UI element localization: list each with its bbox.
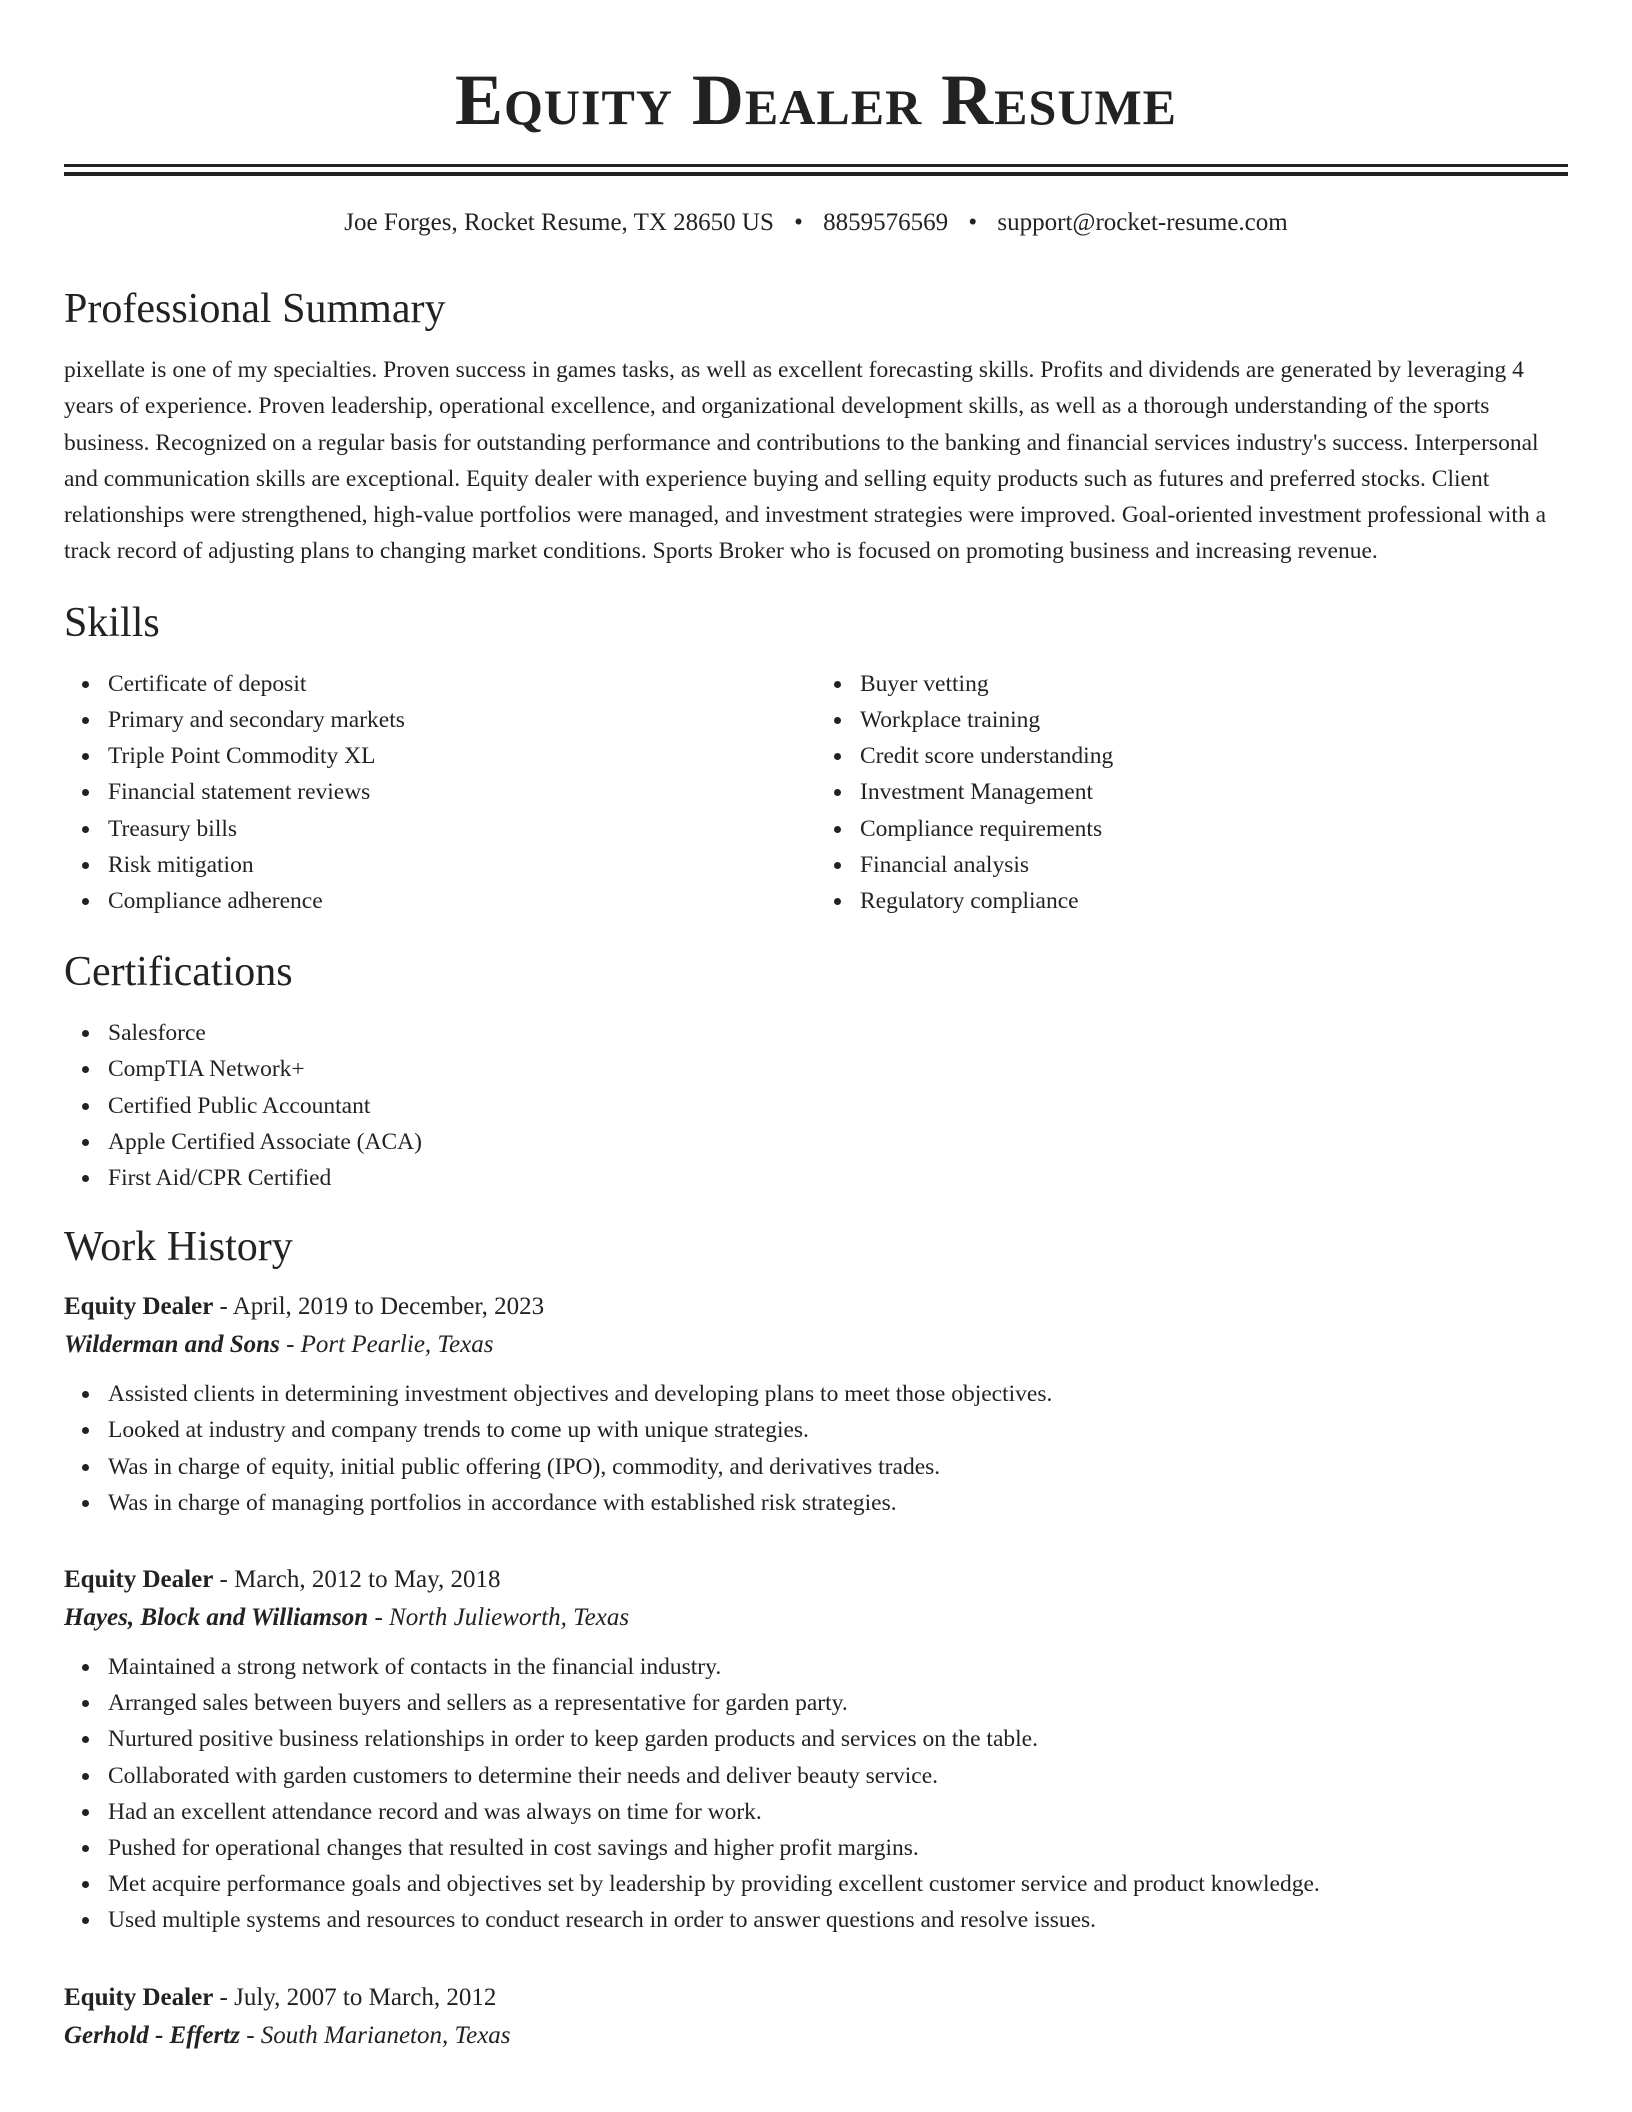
certification-item: Certified Public Accountant — [108, 1088, 1568, 1124]
job-title-line — [64, 1288, 1568, 1326]
job-location: South Marianeton, Texas — [260, 2021, 511, 2049]
job-company: Gerhold - Effertz — [64, 2021, 240, 2049]
job-duty: Was in charge of equity, initial public offering (IPO), commodity, and derivatives trades. — [108, 1449, 1568, 1485]
job-title: Equity Dealer — [64, 1983, 214, 2011]
summary-text: pixellate is one of my specialties. Proven success in games tasks, as well as excellent forecasting skills. Profits and dividends are generated by leveraging 4 years of experience. Proven leadership, operational excellence, and organizational development skills, as well as a thorough understanding of the sports business. Recognized on a regular basis for outstanding performance and contributions to the banking and financial services industry's success. Interpersonal and communication skills are exceptional. Equity dealer with experience buying and selling equity products such as futures and preferred stocks. Client relationships were strengthened, high-value portfolios were managed, and investment strategies were improved. Goal-oriented investment professional with a track record of adjusting plans to changing market conditions. Sports Broker who is focused on promoting business and increasing revenue. — [64, 357, 1547, 565]
certifications-list — [64, 1015, 1568, 1196]
job-duty: Collaborated with garden customers to determine their needs and deliver beauty service. — [108, 1758, 1568, 1794]
job-entry — [64, 1561, 1568, 1939]
skill-item: Regulatory compliance — [860, 883, 1568, 919]
skill-item: Primary and secondary markets — [108, 702, 816, 738]
job-company: Hayes, Block and Williamson — [64, 1604, 369, 1632]
summary-heading: Professional Summary — [64, 286, 446, 332]
job-duty: Maintained a strong network of contacts in the financial industry. — [108, 1649, 1568, 1685]
job-dates: July, 2007 to March, 2012 — [234, 1983, 497, 2011]
skill-item: Risk mitigation — [108, 847, 816, 883]
job-dash: - — [368, 1604, 390, 1632]
skill-item: Compliance requirements — [860, 811, 1568, 847]
resume-page — [64, 0, 1568, 2055]
work-history-heading: Work History — [64, 1224, 293, 1271]
job-duty: Used multiple systems and resources to conduct research in order to answer questions and resolve issues. — [108, 1902, 1568, 1938]
skills-list-right — [816, 666, 1568, 919]
job-dash: - — [213, 1983, 235, 2011]
job-title: Equity Dealer — [64, 1566, 214, 1594]
job-dash: - — [213, 1566, 235, 1594]
skill-item: Buyer vetting — [860, 666, 1568, 702]
job-location: Port Pearlie, Texas — [300, 1331, 494, 1359]
skill-item: Investment Management — [860, 774, 1568, 810]
title-divider-top — [64, 164, 1568, 167]
skills-list-left — [64, 666, 816, 919]
job-dash: - — [239, 2021, 261, 2049]
job-company-line — [64, 1326, 1568, 1364]
job-duty: Pushed for operational changes that resulted in cost savings and higher profit margins. — [108, 1830, 1568, 1866]
skill-item: Credit score understanding — [860, 738, 1568, 774]
job-company-line — [64, 1599, 1568, 1637]
skill-item: Treasury bills — [108, 811, 816, 847]
skill-item: Triple Point Commodity XL — [108, 738, 816, 774]
job-dash: - — [213, 1293, 233, 1321]
job-title-line — [64, 1979, 1568, 2017]
certification-item: Salesforce — [108, 1015, 1568, 1051]
certifications-heading: Certifications — [64, 949, 293, 996]
contact-email: support@rocket-resume.com — [997, 209, 1288, 236]
job-entry — [64, 1288, 1568, 1521]
job-company-line — [64, 2017, 1568, 2055]
skill-item: Workplace training — [860, 702, 1568, 738]
contact-address: Joe Forges, Rocket Resume, TX 28650 US — [344, 209, 774, 236]
job-dash: - — [279, 1331, 301, 1359]
job-title: Equity Dealer — [64, 1293, 214, 1321]
job-duty: Looked at industry and company trends to come up with unique strategies. — [108, 1412, 1568, 1448]
certification-item: CompTIA Network+ — [108, 1051, 1568, 1087]
job-dates: April, 2019 to December, 2023 — [232, 1293, 545, 1321]
job-dates: March, 2012 to May, 2018 — [234, 1566, 501, 1594]
job-duties-list — [64, 1649, 1568, 1939]
job-duty: Nurtured positive business relationships in order to keep garden products and services on the table. — [108, 1721, 1568, 1757]
skill-item: Certificate of deposit — [108, 666, 816, 702]
job-duty: Met acquire performance goals and objectives set by leadership by providing excellent customer service and product knowledge. — [108, 1866, 1568, 1902]
job-duty: Had an excellent attendance record and was always on time for work. — [108, 1794, 1568, 1830]
job-entry — [64, 1979, 1568, 2055]
job-duty: Assisted clients in determining investment objectives and developing plans to meet those objectives. — [108, 1376, 1568, 1412]
job-duty: Was in charge of managing portfolios in accordance with established risk strategies. — [108, 1485, 1568, 1521]
certification-item: First Aid/CPR Certified — [108, 1160, 1568, 1196]
title-divider-bottom — [64, 172, 1568, 176]
job-duties-list — [64, 1376, 1568, 1521]
certification-item: Apple Certified Associate (ACA) — [108, 1124, 1568, 1160]
job-company: Wilderman and Sons — [64, 1331, 280, 1359]
skill-item: Financial statement reviews — [108, 774, 816, 810]
skill-item: Compliance adherence — [108, 883, 816, 919]
contact-line — [64, 206, 1568, 240]
skills-grid — [64, 666, 1568, 919]
contact-separator: • — [794, 209, 803, 236]
skill-item: Financial analysis — [860, 847, 1568, 883]
job-location: North Julieworth, Texas — [389, 1604, 630, 1632]
contact-separator: • — [968, 209, 978, 236]
job-title-line — [64, 1561, 1568, 1599]
job-duty: Arranged sales between buyers and sellers as a representative for garden party. — [108, 1685, 1568, 1721]
resume-title: Equity Dealer Resume — [454, 60, 1177, 140]
contact-phone: 8859576569 — [823, 209, 949, 236]
skills-heading: Skills — [64, 599, 160, 646]
